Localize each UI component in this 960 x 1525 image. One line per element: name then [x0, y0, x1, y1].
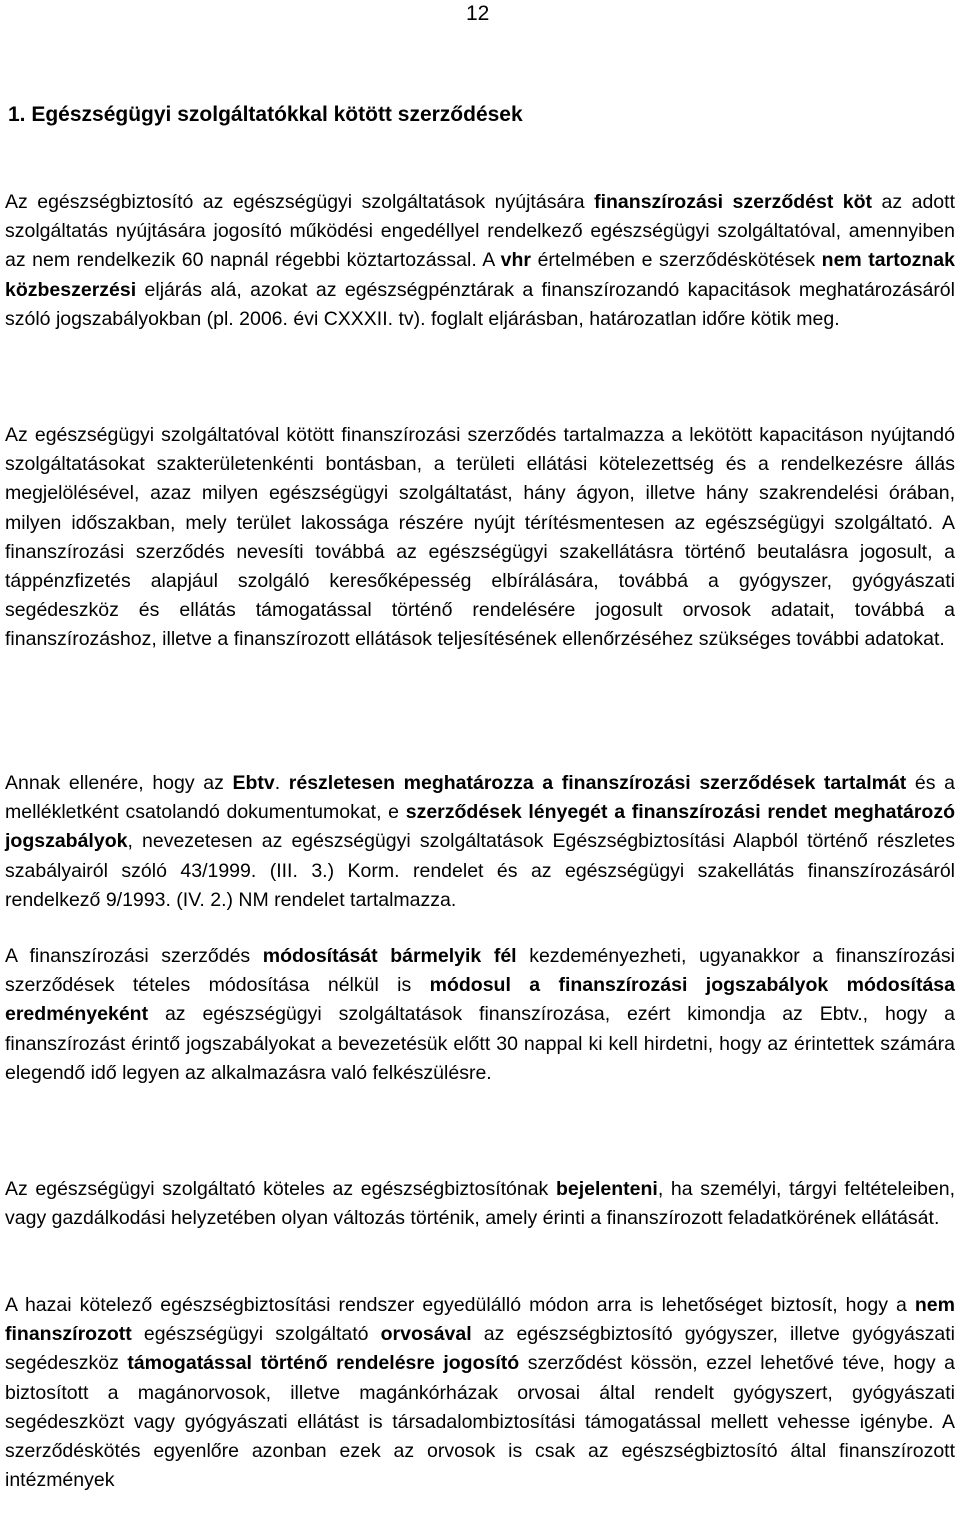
bold-text-run: vhr [500, 249, 532, 272]
bold-text-run: szerződések lényegét a finanszírozási rendet meghatározó jogszabályok [5, 801, 955, 853]
text-run: szerződést kössön, ezzel lehetővé téve, hogy a biztosított a magánorvosok, illetve magánkórházak orvosai által rendelt gyógyszert, gyógyászati segédeszközt vagy gyógyászati ellátást is társadalombiztosítási támogatással mellett vehesse igénybe. A szerződéskötés egyenlőre azonban ezek az orvosok is csak az egészségbiztosító által finanszírozott intézmények [5, 1352, 955, 1492]
text-run: az egészségbiztosító gyógyszer, illetve gyógyászati segédeszköz [5, 1323, 955, 1375]
text-run: Az egészségügyi szolgáltató köteles az egészségbiztosítónak [5, 1178, 556, 1200]
paragraph-1 [5, 188, 955, 334]
paragraph-3 [5, 769, 955, 915]
section-heading: 1. Egészségügyi szolgáltatókkal kötött szerződések [8, 103, 523, 126]
page-number: 12 [466, 2, 490, 25]
paragraph-6 [5, 1291, 955, 1495]
bold-text-run: módosítását bármelyik fél [262, 945, 517, 967]
text-run: Annak ellenére, hogy az [5, 772, 233, 794]
text-run: egészségügyi szolgáltató [131, 1323, 381, 1346]
paragraph-text [5, 942, 955, 1088]
paragraph-text [5, 1175, 955, 1233]
text-run: , ha személyi, tárgyi feltételeiben, vagy gazdálkodási helyzetében olyan változás történik, amely érinti a finanszírozott feladatkörének ellátását. [5, 1178, 956, 1230]
paragraph-text [5, 769, 955, 915]
text-run: Az egészségbiztosító az egészségügyi szolgáltatások nyújtására [5, 191, 595, 213]
text-run: . [274, 772, 289, 794]
bold-text-run: bejelenteni [555, 1178, 658, 1200]
bold-text-run: nem tartoznak közbeszerzési [5, 249, 955, 301]
text-run: és a mellékletként csatolandó dokumentumokat, e [5, 772, 955, 824]
text-run: Az egészségügyi szolgáltatóval kötött finanszírozási szerződés tartalmazza a lekötött kapacitáson nyújtandó szolgáltatásokat szakterületenkénti bontásban, a területi ellátási kötelezettség és a rendelkezésre állás megjelölésével, azaz milyen egészségügyi szolgáltatást, hány ágyon, illetve hány szakrendelési órában, milyen időszakban, mely terület lakossága részére nyújt térítésmentesen az egészségügyi szolgáltató. A finanszírozási szerződés nevesíti továbbá az egészségügyi szakellátásra történő beutalásra jogosult, a táppénzfizetés alapjául szolgáló keresőképesség elbírálására, továbbá a gyógyszer, gyógyászati segédeszköz és ellátás támogatással történő rendelésére jogosult orvosok adatait, továbbá a finanszírozáshoz, illetve a finanszírozott ellátások teljesítésének ellenőrzéséhez szükséges további adatokat. [5, 424, 955, 651]
bold-text-run: részletesen meghatározza a finanszírozási szerződések tartalmát [288, 772, 907, 794]
paragraph-2 [5, 421, 955, 655]
paragraph-text [5, 1291, 955, 1495]
bold-text-run: módosul a finanszírozási jogszabályok módosítása eredményeként [5, 974, 955, 1026]
text-run: , nevezetesen az egészségügyi szolgáltatások Egészségbiztosítási Alapból történő részletes szabályairól szóló 43/1999. (III. 3.) Korm. rendelet és az egészségügyi szakellátás finanszírozásáról rendelkező 9/1993. (IV. 2.) NM rendelet tartalmazza. [5, 830, 955, 911]
text-run: az egészségügyi szolgáltatások finanszírozása, ezért kimondja az Ebtv., hogy a finanszírozást érintő jogszabályokat a bevezetésük előtt 30 nappal ki kell hirdetni, hogy az érintettek számára elegendő idő legyen az alkalmazásra való felkészülésre. [5, 1003, 955, 1084]
bold-text-run: Ebtv [232, 772, 275, 794]
paragraph-5 [5, 1175, 955, 1233]
paragraph-text [5, 188, 955, 334]
text-run: A finanszírozási szerződés [5, 945, 263, 967]
paragraph-4 [5, 942, 955, 1088]
text-run: kezdeményezheti, ugyanakkor a finanszírozási szerződések tételes módosítása nélkül is [5, 945, 955, 997]
bold-text-run: finanszírozási szerződést köt [594, 191, 873, 213]
text-run: A hazai kötelező egészségbiztosítási rendszer egyedülálló módon arra is lehetőséget biztosít, hogy a [5, 1294, 915, 1316]
bold-text-run: orvosával [380, 1323, 472, 1346]
bold-text-run: nem finanszírozott [5, 1294, 955, 1346]
text-run: értelmében e szerződéskötések [531, 249, 822, 272]
paragraph-text [5, 421, 955, 655]
bold-text-run: támogatással történő rendelésre jogosító [127, 1352, 520, 1375]
text-run: az adott szolgáltatás nyújtására jogosító működési engedéllyel rendelkező egészségügyi szolgáltatóval, amennyiben az nem rendelkezik 60 napnál régebbi köztartozással. A [5, 191, 955, 272]
text-run: eljárás alá, azokat az egészségpénztárak a finanszírozandó kapacitások meghatározásáról szóló jogszabályokban (pl. 2006. évi CXXXII. tv). foglalt eljárásban, határozatlan időre kötik meg. [5, 278, 955, 330]
